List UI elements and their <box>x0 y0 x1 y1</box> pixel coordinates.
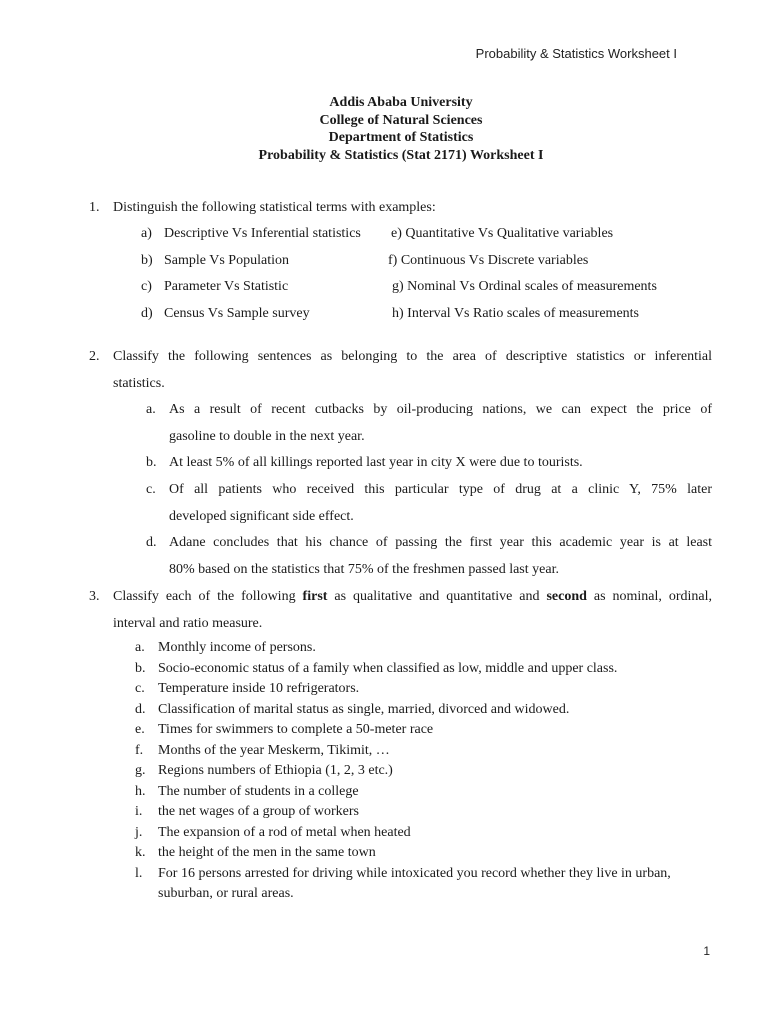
item-marker: g. <box>135 763 146 778</box>
question-number: 3. <box>89 589 100 604</box>
text-segment: as qualitative and quantitative and <box>334 589 540 604</box>
term-right: h) Interval Vs Ratio scales of measurements <box>392 305 640 321</box>
item-text: The expansion of a rod of metal when heated <box>158 824 411 840</box>
item-marker: c. <box>146 482 156 498</box>
item-text-continued: gasoline to double in the next year. <box>169 428 365 444</box>
item-text-continued: suburban, or rural areas. <box>158 886 294 901</box>
item-text: Times for swimmers to complete a 50-meter race <box>158 722 434 737</box>
department-name: Department of Statistics <box>328 130 474 145</box>
term-left: Census Vs Sample survey <box>164 305 310 321</box>
university-name: Addis Ababa University <box>329 95 473 110</box>
list-item <box>146 530 712 583</box>
item-text: Adane concludes that his chance of passing the first year this academic year is at least <box>169 535 712 551</box>
q3-items <box>135 638 712 905</box>
page-number: 1 <box>703 944 710 958</box>
term-right: e) Quantitative Vs Qualitative variables <box>391 226 614 241</box>
question-text: Distinguish the following statistical terms with examples: <box>113 200 436 215</box>
list-item <box>146 477 712 530</box>
question-2 <box>89 344 712 397</box>
item-marker: i. <box>135 804 143 819</box>
question-text <box>113 584 712 611</box>
item-text: Regions numbers of Ethiopia (1, 2, 3 etc.) <box>158 763 393 778</box>
question-text: Classify the following sentences as belonging to the area of descriptive statistics or inferential <box>113 349 712 364</box>
list-item <box>146 397 712 450</box>
item-marker: b. <box>146 455 157 471</box>
item-marker: l. <box>135 865 143 881</box>
running-header: Probability & Statistics Worksheet I <box>475 46 677 61</box>
term-marker: a) <box>141 226 152 241</box>
list-item <box>135 741 712 762</box>
item-text: the height of the men in the same town <box>158 845 376 860</box>
item-marker: e. <box>135 722 145 737</box>
q2-items <box>146 397 712 584</box>
question-1 <box>89 198 712 218</box>
item-text: the net wages of a group of workers <box>158 804 359 819</box>
question-text-continued: interval and ratio measure. <box>113 615 263 631</box>
question-number: 1. <box>89 200 100 215</box>
item-marker: d. <box>146 535 157 551</box>
item-text: Monthly income of persons. <box>158 640 316 655</box>
item-text-continued: developed significant side effect. <box>169 508 354 524</box>
list-item <box>135 864 712 905</box>
item-text-continued: 80% based on the statistics that 75% of the freshmen passed last year. <box>169 562 559 578</box>
list-item <box>135 843 712 864</box>
item-text: The number of students in a college <box>158 783 359 799</box>
text-segment: as nominal, ordinal, <box>593 589 713 604</box>
item-text: Socio-economic status of a family when classified as low, middle and upper class. <box>158 660 618 676</box>
item-text: Of all patients who received this particular type of drug at a clinic Y, 75% later <box>169 482 712 498</box>
term-marker: c) <box>141 279 152 294</box>
term-left: Parameter Vs Statistic <box>164 279 289 294</box>
item-marker: a. <box>135 640 145 655</box>
text-segment: Classify each of the following <box>113 589 296 604</box>
list-item <box>135 700 712 721</box>
list-item <box>135 720 712 741</box>
item-marker: h. <box>135 783 146 799</box>
question-number: 2. <box>89 349 100 364</box>
item-marker: f. <box>135 742 144 758</box>
list-item <box>135 638 712 659</box>
item-marker: d. <box>135 701 146 717</box>
item-text: Months of the year Meskerm, Tikimit, … <box>158 742 390 758</box>
list-item <box>135 679 712 700</box>
term-marker: b) <box>141 252 153 268</box>
list-item <box>135 761 712 782</box>
item-text: At least 5% of all killings reported last year in city X were due to tourists. <box>169 455 583 471</box>
question-3 <box>89 584 712 637</box>
worksheet-title: Probability & Statistics (Stat 2171) Worksheet I <box>258 147 544 163</box>
term-marker: d) <box>141 305 153 321</box>
list-item <box>146 450 712 477</box>
emphasis-second: second <box>546 589 587 604</box>
emphasis-first: first <box>302 589 328 604</box>
item-marker: k. <box>135 845 146 860</box>
list-item <box>135 782 712 803</box>
term-left: Sample Vs Population <box>164 252 289 268</box>
list-item <box>135 802 712 823</box>
title-block <box>0 94 768 164</box>
college-name: College of Natural Sciences <box>319 112 483 128</box>
item-text: For 16 persons arrested for driving while intoxicated you record whether they live in urban, <box>158 865 671 881</box>
item-text: Temperature inside 10 refrigerators. <box>158 681 360 696</box>
item-text: As a result of recent cutbacks by oil-producing nations, we can expect the price of <box>169 402 712 417</box>
item-marker: b. <box>135 660 146 676</box>
question-text-continued: statistics. <box>113 375 165 391</box>
term-right: g) Nominal Vs Ordinal scales of measurements <box>392 279 657 294</box>
item-text: Classification of marital status as single, married, divorced and widowed. <box>158 701 570 717</box>
item-marker: a. <box>146 402 156 417</box>
term-right: f) Continuous Vs Discrete variables <box>388 252 589 268</box>
list-item <box>135 823 712 844</box>
list-item <box>135 659 712 680</box>
item-marker: j. <box>135 824 143 840</box>
term-left: Descriptive Vs Inferential statistics <box>164 226 361 241</box>
item-marker: c. <box>135 681 145 696</box>
